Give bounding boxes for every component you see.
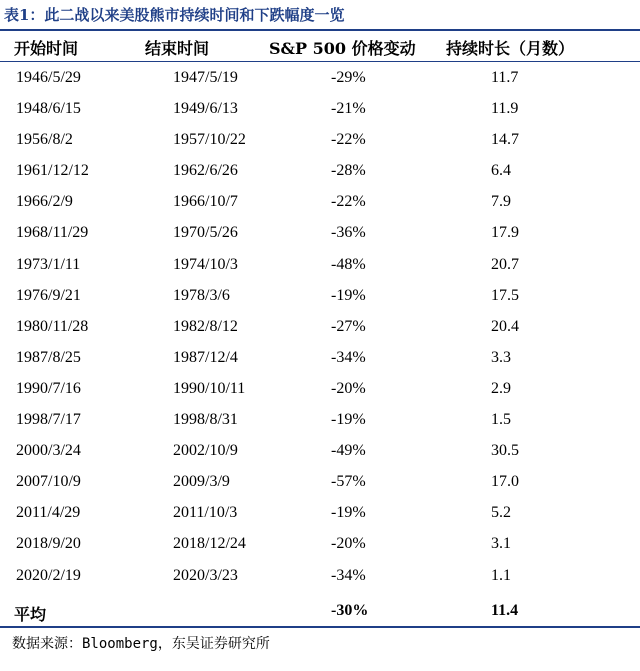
end-date-cell: 1978/3/6 (173, 286, 230, 304)
bottom-rule (0, 626, 640, 628)
table-row (0, 406, 640, 437)
top-rule (0, 29, 640, 31)
source-note (12, 633, 270, 653)
duration-cell: 1.5 (491, 411, 511, 429)
table-row (0, 344, 640, 375)
table-row (0, 64, 640, 95)
price-change-cell: -48% (331, 255, 366, 273)
duration-cell: 6.4 (491, 162, 511, 180)
duration-cell: 2.9 (491, 379, 511, 397)
end-date-cell: 2018/12/24 (173, 535, 246, 553)
table-row (0, 437, 640, 468)
table-row (0, 219, 640, 250)
table-row (0, 188, 640, 219)
average-duration: 11.4 (491, 602, 519, 619)
price-change-cell: -20% (331, 535, 366, 553)
end-date-cell: 2009/3/9 (173, 473, 230, 491)
table-row (0, 95, 640, 126)
table-row (0, 313, 640, 344)
price-change-cell: -28% (331, 162, 366, 180)
header-end-date: 结束时间 (145, 39, 210, 58)
duration-cell: 11.7 (491, 69, 519, 86)
duration-cell: 1.1 (491, 566, 511, 584)
start-date-cell: 1990/7/16 (16, 379, 81, 397)
duration-cell: 17.9 (491, 224, 519, 242)
duration-cell: 20.7 (491, 255, 519, 273)
average-row (0, 598, 640, 626)
start-date-cell: 2007/10/9 (16, 473, 81, 491)
table-row (0, 126, 640, 157)
start-date-cell: 1976/9/21 (16, 286, 81, 304)
duration-cell: 7.9 (491, 193, 511, 211)
duration-cell: 14.7 (491, 131, 519, 149)
duration-cell: 30.5 (491, 442, 519, 460)
price-change-cell: -19% (331, 504, 366, 522)
price-change-cell: -19% (331, 411, 366, 429)
table-row (0, 499, 640, 530)
source-provider: Bloomberg (82, 636, 158, 652)
price-change-cell: -34% (331, 348, 366, 366)
table-header (0, 32, 640, 60)
header-price-change: S&P 500 价格变动 (269, 39, 416, 58)
end-date-cell: 1957/10/22 (173, 131, 246, 149)
start-date-cell: 1956/8/2 (16, 131, 73, 149)
table-row (0, 251, 640, 282)
start-date-cell: 1980/11/28 (16, 317, 89, 335)
end-date-cell: 1947/5/19 (173, 69, 238, 86)
average-change: -30% (331, 602, 369, 619)
header-duration: 持续时长（月数） (446, 39, 575, 58)
table-body (0, 64, 640, 593)
duration-cell: 20.4 (491, 317, 519, 335)
end-date-cell: 1987/12/4 (173, 348, 238, 366)
price-change-cell: -22% (331, 193, 366, 211)
price-change-cell: -57% (331, 473, 366, 491)
average-label: 平均 (14, 605, 47, 624)
end-date-cell: 1949/6/13 (173, 100, 238, 118)
header-rule (0, 61, 640, 62)
price-change-cell: -49% (331, 442, 366, 460)
duration-cell: 3.3 (491, 348, 511, 366)
table-row (0, 282, 640, 313)
duration-cell: 17.0 (491, 473, 519, 491)
start-date-cell: 1987/8/25 (16, 348, 81, 366)
price-change-cell: -19% (331, 286, 366, 304)
start-date-cell: 2000/3/24 (16, 442, 81, 460)
start-date-cell: 1998/7/17 (16, 411, 81, 429)
start-date-cell: 1961/12/12 (16, 162, 89, 180)
table-row (0, 562, 640, 593)
end-date-cell: 1974/10/3 (173, 255, 238, 273)
price-change-cell: -34% (331, 566, 366, 584)
source-suffix: ，东吴证券研究所 (157, 636, 270, 652)
start-date-cell: 1946/5/29 (16, 69, 81, 86)
end-date-cell: 1970/5/26 (173, 224, 238, 242)
price-change-cell: -29% (331, 69, 366, 86)
price-change-cell: -22% (331, 131, 366, 149)
header-start-date: 开始时间 (14, 39, 79, 58)
end-date-cell: 2011/10/3 (173, 504, 238, 522)
table-row (0, 468, 640, 499)
duration-cell: 11.9 (491, 100, 519, 118)
end-date-cell: 2020/3/23 (173, 566, 238, 584)
end-date-cell: 1966/10/7 (173, 193, 238, 211)
start-date-cell: 1973/1/11 (16, 255, 81, 273)
end-date-cell: 1998/8/31 (173, 411, 238, 429)
table-title: 表1：此二战以来美股熊市持续时间和下跌幅度一览 (4, 6, 345, 24)
price-change-cell: -20% (331, 379, 366, 397)
price-change-cell: -21% (331, 100, 366, 118)
end-date-cell: 1990/10/11 (173, 379, 246, 397)
duration-cell: 17.5 (491, 286, 519, 304)
table-row (0, 530, 640, 561)
end-date-cell: 1982/8/12 (173, 317, 238, 335)
price-change-cell: -27% (331, 317, 366, 335)
start-date-cell: 1968/11/29 (16, 224, 89, 242)
start-date-cell: 2020/2/19 (16, 566, 81, 584)
duration-cell: 5.2 (491, 504, 511, 522)
start-date-cell: 1948/6/15 (16, 100, 81, 118)
source-prefix: 数据来源： (12, 636, 82, 652)
end-date-cell: 1962/6/26 (173, 162, 238, 180)
start-date-cell: 2011/4/29 (16, 504, 81, 522)
start-date-cell: 2018/9/20 (16, 535, 81, 553)
start-date-cell: 1966/2/9 (16, 193, 73, 211)
duration-cell: 3.1 (491, 535, 511, 553)
table-row (0, 375, 640, 406)
table-row (0, 157, 640, 188)
price-change-cell: -36% (331, 224, 366, 242)
end-date-cell: 2002/10/9 (173, 442, 238, 460)
